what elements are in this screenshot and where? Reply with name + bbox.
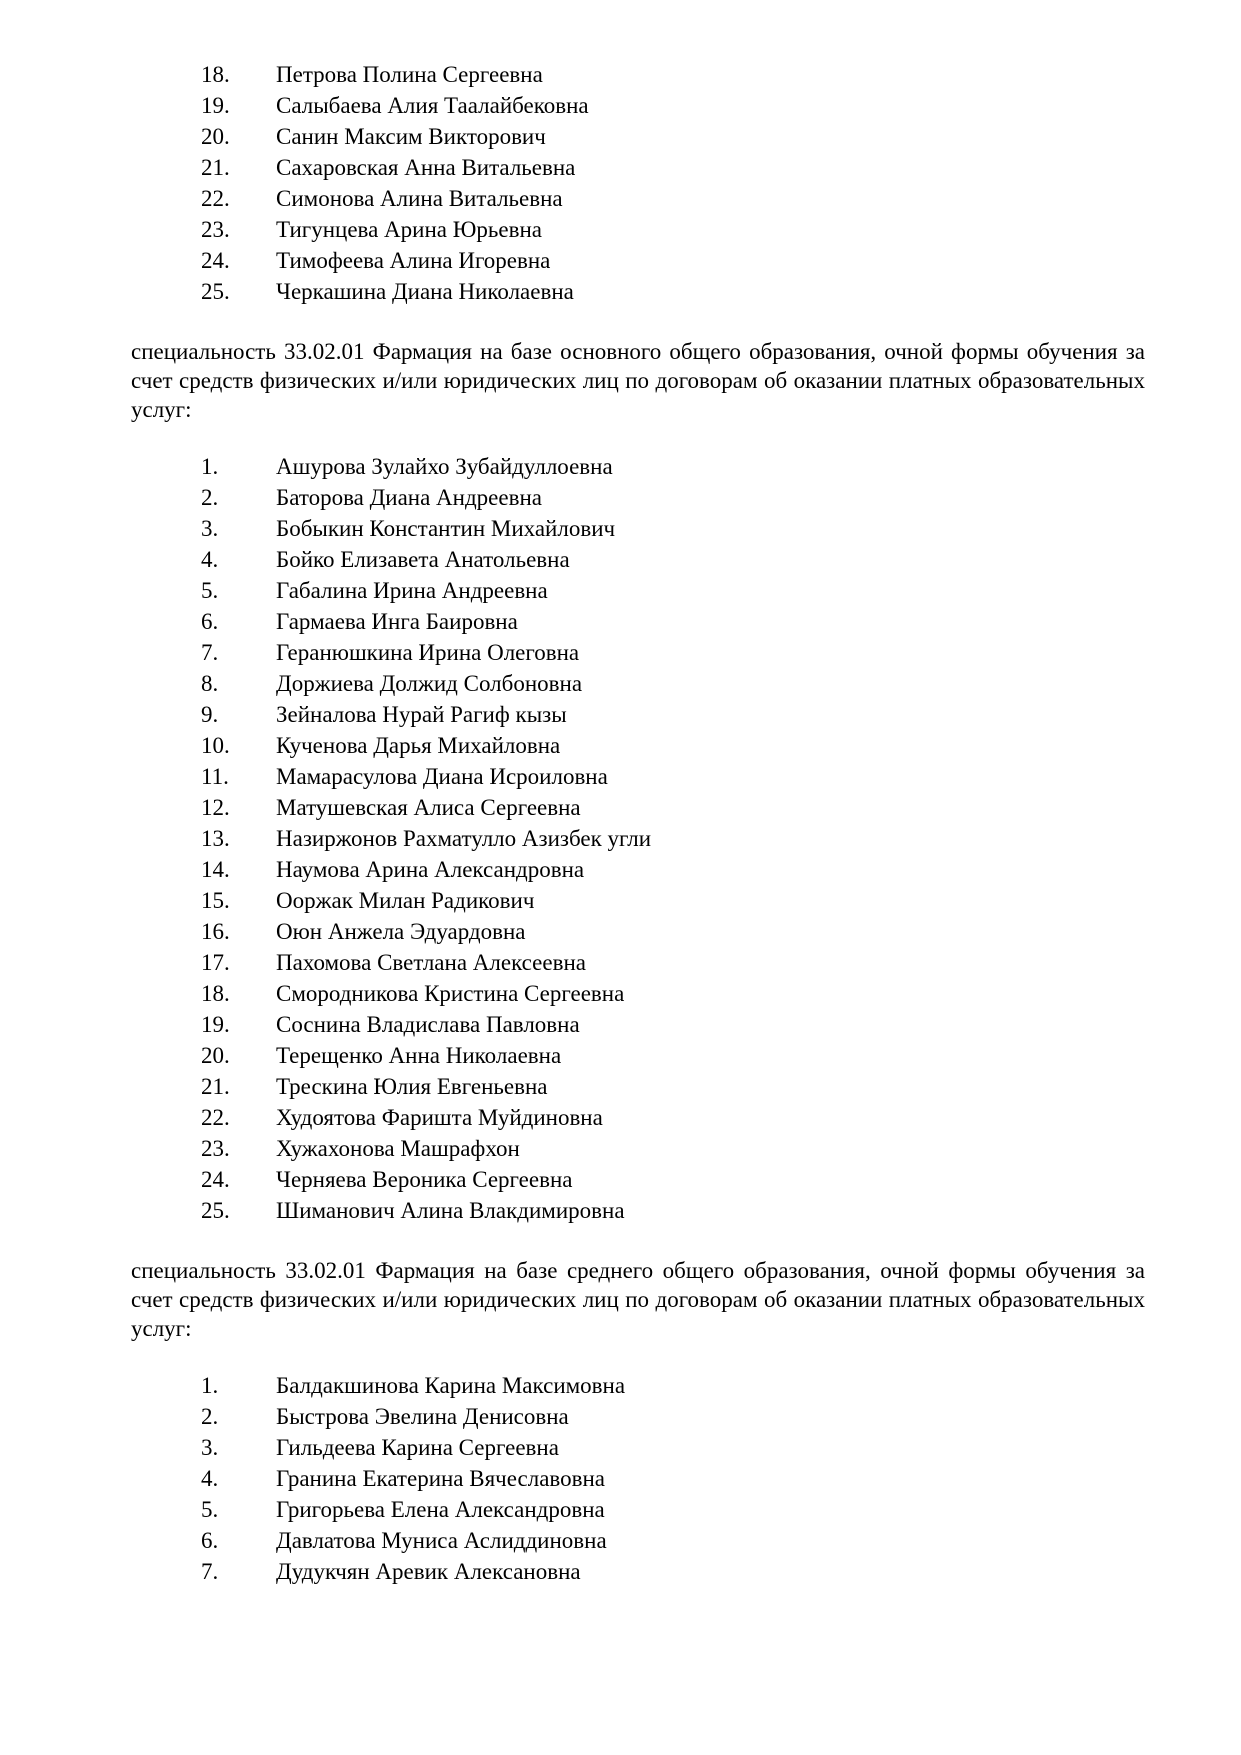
- list-item-number: 24.: [201, 1167, 230, 1192]
- list-item: [0, 482, 1241, 513]
- list-item: [0, 1494, 1241, 1525]
- list-item-name: Гильдеева Карина Сергеевна: [276, 1435, 559, 1460]
- list-item-number: 3.: [201, 516, 219, 541]
- list-item-name: Симонова Алина Витальевна: [276, 186, 563, 211]
- list-item: [0, 276, 1241, 307]
- list-item: [0, 699, 1241, 730]
- list-item-name: Черняева Вероника Сергеевна: [276, 1167, 573, 1192]
- list-item-number: 7.: [201, 640, 219, 665]
- list-item: [0, 1071, 1241, 1102]
- list-item-number: 23.: [201, 1136, 230, 1161]
- list-item-name: Салыбаева Алия Таалайбековна: [276, 93, 589, 118]
- list-item-number: 6.: [201, 1528, 219, 1553]
- list-item: [0, 1195, 1241, 1226]
- list-item-number: 9.: [201, 702, 219, 727]
- list-item-name: Назиржонов Рахматулло Азизбек угли: [276, 826, 652, 851]
- list-item-name: Худоятова Фаришта Муйдиновна: [276, 1105, 603, 1130]
- list-item-name: Гранина Екатерина Вячеславовна: [276, 1466, 606, 1491]
- section-heading-secondary-education: специальность 33.02.01 Фармация на базе среднего общего образования, очной формы обучения за счет средств физических и/или юридических лиц по договорам об оказании платных образовательных услуг:: [131, 1258, 1145, 1341]
- list-item: [0, 183, 1241, 214]
- list-item: [0, 637, 1241, 668]
- list-item-number: 2.: [201, 1404, 219, 1429]
- list-item-number: 14.: [201, 857, 230, 882]
- list-item: [0, 978, 1241, 1009]
- list-item-name: Наумова Арина Александровна: [276, 857, 585, 882]
- list-item-name: Габалина Ирина Андреевна: [276, 578, 548, 603]
- list-item: [0, 916, 1241, 947]
- list-item-name: Доржиева Должид Солбоновна: [276, 671, 583, 696]
- list-item-number: 24.: [201, 248, 230, 273]
- list-item-name: Петрова Полина Сергеевна: [276, 62, 543, 87]
- list-item: [0, 1133, 1241, 1164]
- list-item: [0, 575, 1241, 606]
- list-item-number: 20.: [201, 124, 230, 149]
- list-item: [0, 90, 1241, 121]
- student-list-basic-education: [0, 451, 1241, 1226]
- list-item-name: Дудукчян Аревик Алексановна: [276, 1559, 581, 1584]
- list-item: [0, 792, 1241, 823]
- list-item-number: 21.: [201, 155, 230, 180]
- list-item-name: Оюн Анжела Эдуардовна: [276, 919, 526, 944]
- list-item: [0, 1556, 1241, 1587]
- list-item: [0, 947, 1241, 978]
- list-item-name: Ооржак Милан Радикович: [276, 888, 535, 913]
- list-item-number: 1.: [201, 1373, 219, 1398]
- list-item-name: Матушевская Алиса Сергеевна: [276, 795, 581, 820]
- list-item-number: 25.: [201, 279, 230, 304]
- list-item-number: 12.: [201, 795, 230, 820]
- list-item: [0, 1164, 1241, 1195]
- list-item-name: Мамарасулова Диана Исроиловна: [276, 764, 608, 789]
- list-item-number: 3.: [201, 1435, 219, 1460]
- list-item: [0, 59, 1241, 90]
- list-item-name: Бойко Елизавета Анатольевна: [276, 547, 570, 572]
- list-item-name: Зейналова Нурай Рагиф кызы: [276, 702, 567, 727]
- list-item-number: 18.: [201, 62, 230, 87]
- list-item-name: Быстрова Эвелина Денисовна: [276, 1404, 569, 1429]
- list-item-name: Кученова Дарья Михайловна: [276, 733, 561, 758]
- list-item: [0, 214, 1241, 245]
- list-item: [0, 885, 1241, 916]
- list-item-number: 2.: [201, 485, 219, 510]
- list-item-name: Санин Максим Викторович: [276, 124, 546, 149]
- list-item: [0, 451, 1241, 482]
- list-item: [0, 1370, 1241, 1401]
- list-item-number: 17.: [201, 950, 230, 975]
- student-list-continued: [0, 59, 1241, 307]
- list-item: [0, 1401, 1241, 1432]
- list-item: [0, 245, 1241, 276]
- list-item: [0, 606, 1241, 637]
- section-heading-basic-education: специальность 33.02.01 Фармация на базе основного общего образования, очной формы обучения за счет средств физических и/или юридических лиц по договорам об оказании платных образовательных услуг:: [131, 339, 1145, 422]
- list-item-name: Геранюшкина Ирина Олеговна: [276, 640, 580, 665]
- list-item-number: 5.: [201, 1497, 219, 1522]
- list-item-number: 7.: [201, 1559, 219, 1584]
- list-item: [0, 761, 1241, 792]
- list-item-name: Балдакшинова Карина Максимовна: [276, 1373, 626, 1398]
- list-item-name: Тигунцева Арина Юрьевна: [276, 217, 542, 242]
- list-item-number: 22.: [201, 1105, 230, 1130]
- list-item: [0, 1463, 1241, 1494]
- student-list-secondary-education: [0, 1370, 1241, 1587]
- list-item: [0, 544, 1241, 575]
- list-item-name: Смородникова Кристина Сергеевна: [276, 981, 625, 1006]
- list-item: [0, 513, 1241, 544]
- list-item-name: Хужахонова Машрафхон: [276, 1136, 520, 1161]
- list-item-name: Давлатова Муниса Аслиддиновна: [276, 1528, 607, 1553]
- list-item-number: 6.: [201, 609, 219, 634]
- list-item-name: Григорьева Елена Александровна: [276, 1497, 605, 1522]
- list-item-number: 19.: [201, 1012, 230, 1037]
- list-item-number: 16.: [201, 919, 230, 944]
- list-item: [0, 1009, 1241, 1040]
- list-item-number: 4.: [201, 547, 219, 572]
- list-item: [0, 1102, 1241, 1133]
- list-item-number: 11.: [201, 764, 229, 789]
- list-item-name: Бобыкин Константин Михайлович: [276, 516, 616, 541]
- list-item: [0, 121, 1241, 152]
- list-item: [0, 1432, 1241, 1463]
- list-item-number: 10.: [201, 733, 230, 758]
- list-item-name: Соснина Владислава Павловна: [276, 1012, 580, 1037]
- list-item-name: Гармаева Инга Баировна: [276, 609, 518, 634]
- list-item-number: 5.: [201, 578, 219, 603]
- list-item-number: 15.: [201, 888, 230, 913]
- list-item-name: Тимофеева Алина Игоревна: [276, 248, 551, 273]
- list-item-name: Пахомова Светлана Алексеевна: [276, 950, 586, 975]
- list-item-number: 23.: [201, 217, 230, 242]
- list-item-name: Трескина Юлия Евгеньевна: [276, 1074, 548, 1099]
- list-item-number: 18.: [201, 981, 230, 1006]
- list-item-number: 21.: [201, 1074, 230, 1099]
- list-item-number: 25.: [201, 1198, 230, 1223]
- list-item-name: Шиманович Алина Влакдимировна: [276, 1198, 625, 1223]
- list-item-name: Сахаровская Анна Витальевна: [276, 155, 576, 180]
- list-item-number: 13.: [201, 826, 230, 851]
- list-item-name: Терещенко Анна Николаевна: [276, 1043, 562, 1068]
- list-item: [0, 152, 1241, 183]
- list-item-number: 22.: [201, 186, 230, 211]
- list-item: [0, 1040, 1241, 1071]
- list-item-number: 19.: [201, 93, 230, 118]
- list-item-name: Баторова Диана Андреевна: [276, 485, 542, 510]
- list-item-name: Ашурова Зулайхо Зубайдуллоевна: [276, 454, 613, 479]
- list-item: [0, 823, 1241, 854]
- list-item: [0, 1525, 1241, 1556]
- list-item-name: Черкашина Диана Николаевна: [276, 279, 574, 304]
- list-item-number: 8.: [201, 671, 219, 696]
- list-item: [0, 668, 1241, 699]
- list-item-number: 4.: [201, 1466, 219, 1491]
- list-item: [0, 854, 1241, 885]
- list-item-number: 1.: [201, 454, 219, 479]
- list-item: [0, 730, 1241, 761]
- list-item-number: 20.: [201, 1043, 230, 1068]
